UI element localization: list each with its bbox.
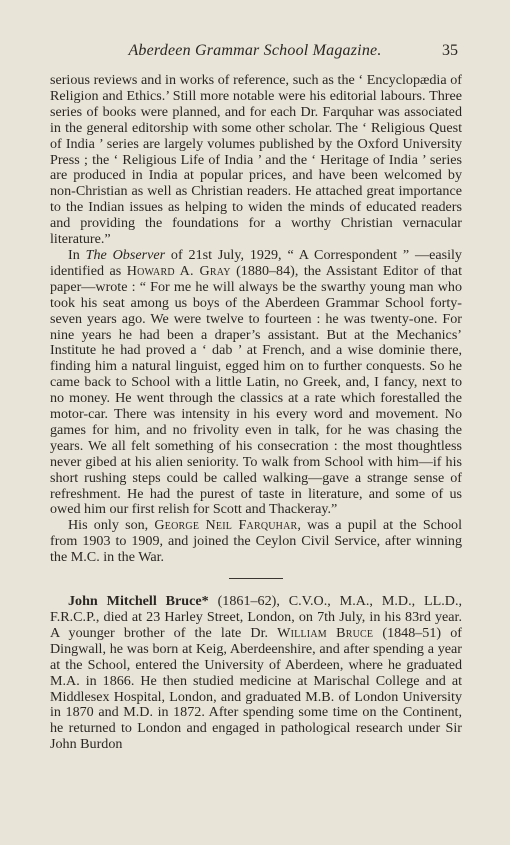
text-span: (1880–84), the Assistant Editor of that paper—wrote : “ For me he will always be the swarthy young man who took his seat among us boys of the Aberdeen Grammar School forty-seven years ago. We were twelve to fourteen : he was twenty-one. For nine years he had been a draper’s assistant. But at the Mechanics’ Institute he had proved a ‘ dab ’ at French, and a wise dominie there, finding him a natural linguist, egged him on to further conquests. So he came back to School with a little Latin, no Greek, and, I fancy, next to no money. He went through the classics at a rate which forestalled the motor-car. There was intensity in his every word and movement. No games for him, and no frivolity even in talk, for he was chasing the years. We all felt something of his consecration : the most thoughtless never gibed at his alien seniority. To walk from School with him—if his short rushing steps could be called walking—gave a strange sense of refreshment. He had the purest of taste in literature, and some of us owed him our first relish for Scott and Thackeray.” (50, 262, 462, 518)
text-span: (1848–51) of Dingwall, he was born at Keig, Aberdeenshire, and after spending a year at the School, entered the University of Aberdeen, where he graduated M.A. in 1866. He then studied medicine at Marischal College and at Middlesex Hospital, London, and graduated M.B. of London University in 1870 and M.D. in 1872. After spending some time on the Continent, he returned to London and engaged in pathological research under Sir John Burdon (50, 624, 462, 753)
paragraph-obituary-bruce (50, 594, 462, 753)
paragraph-observer (50, 248, 462, 518)
person-name: George Neil Farquhar (154, 517, 298, 534)
text-span: , was a pupil at the School from 1903 to 1909, and joined the Ceylon Civil Service, after winning the M.C. in the War. (50, 517, 462, 566)
text-span: of 21st July, 1929, “ A Correspondent ” —easily identified as (50, 246, 462, 279)
section-divider (229, 578, 283, 579)
paragraph-continuation: serious reviews and in works of reference, such as the ‘ Encyclopædia of Religion and Ethics.’ Still more notable were his editorial labours. Three series of books were planned, and for each Dr. Farquhar was associated in the general editorship with some other scholar. The ‘ Religious Quest of India ’ series are largely volumes published by the Oxford University Press ; the ‘ Religious Life of India ’ and the ‘ Heritage of India ’ series are produced in India at popular prices, and have been welcomed by non-Christian as well as Christian readers. He attached great importance to the Indian issues as helping to widen the minds of educated readers and providing the foundations for a worthy Christian vernacular literature.” (50, 72, 462, 248)
person-name: William Bruce (277, 624, 374, 641)
body-text (50, 73, 462, 753)
text-span: In (68, 246, 86, 263)
running-title: Aberdeen Grammar School Magazine. (128, 42, 382, 59)
page-number: 35 (442, 42, 458, 59)
obituary-name: John Mitchell Bruce* (68, 593, 209, 610)
page-header (0, 42, 510, 64)
paragraph-son (50, 518, 462, 566)
text-span: His only son, (68, 517, 155, 534)
journal-title: The Observer (85, 246, 166, 263)
person-name: Howard A. Gray (126, 262, 231, 279)
text-span: (1861–62), C.V.O., M.A., M.D., LL.D., F.R.C.P., died at 23 Harley Street, London, on 7th July, in his 83rd year. A younger brother of the late Dr. (50, 593, 462, 641)
